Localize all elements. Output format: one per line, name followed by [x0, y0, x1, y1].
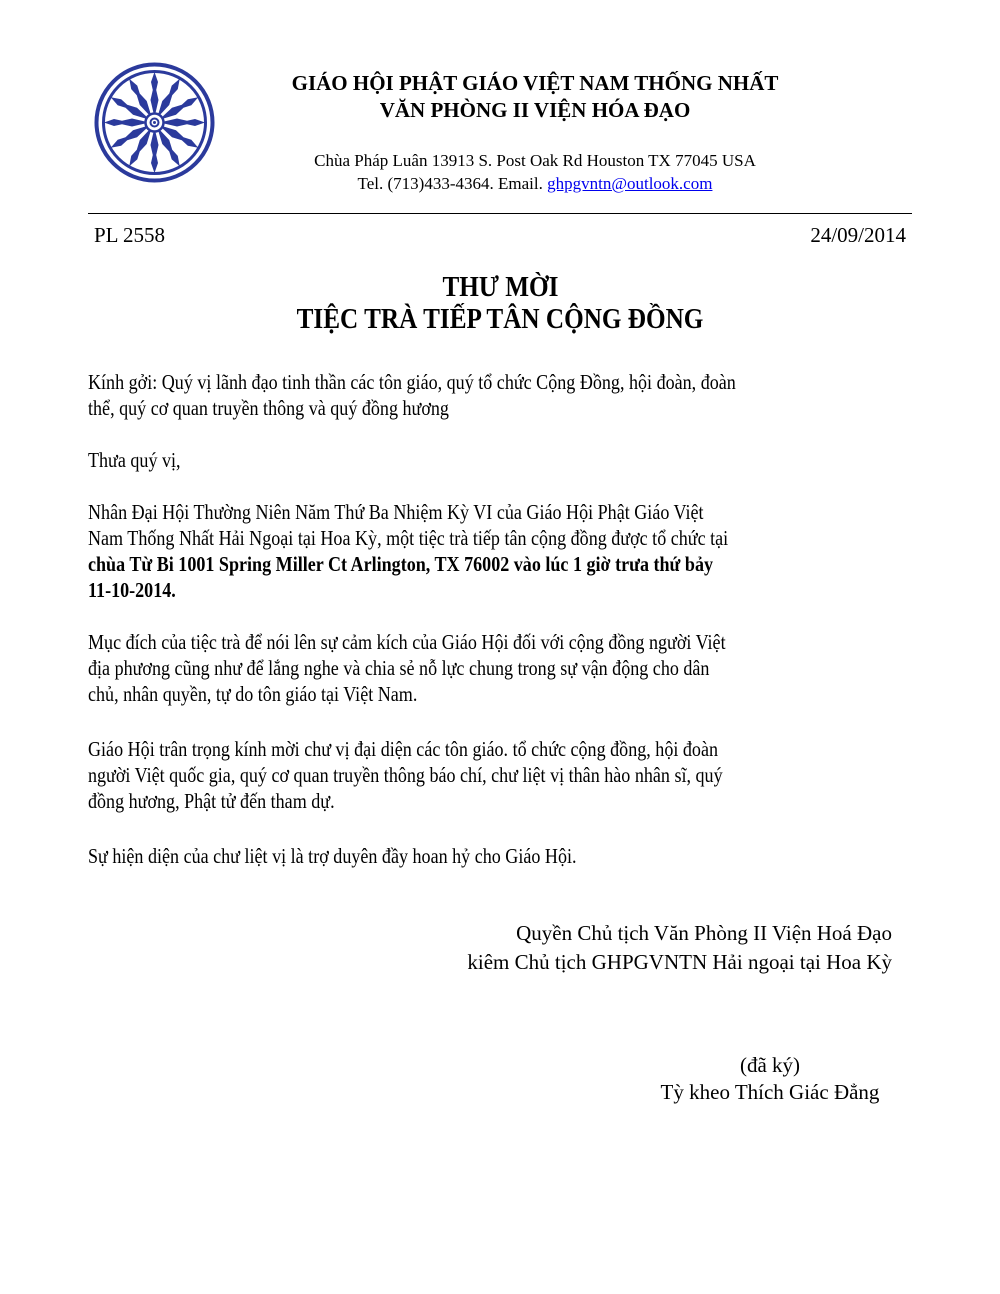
- greeting: Thưa quý vị,: [88, 448, 181, 472]
- event-date: 11-10-2014.: [88, 578, 176, 602]
- paragraph-event: Nhân Đại Hội Thường Niên Năm Thứ Ba Nhiệm Kỳ VI của Giáo Hội Phật Giáo Việt Nam Thống Nhất Hải Ngoại tại Hoa Kỳ, một tiệc trà tiếp tân cộng đồng được tổ chức tại chùa Từ Bi 1001 Spring Miller Ct Arlington, TX 76002 vào lúc 1 giờ trưa thứ bảy 11-10-2014.: [88, 499, 928, 603]
- email-link[interactable]: ghpgvntn@outlook.com: [547, 174, 713, 193]
- signer-title-2: kiêm Chủ tịch GHPGVNTN Hải ngoại tại Hoa Kỳ: [467, 950, 892, 974]
- title-line-2: TIỆC TRÀ TIẾP TÂN CỘNG ĐỒNG: [296, 304, 704, 335]
- header-divider: [88, 213, 912, 214]
- signed-note: (đã ký): [739, 1053, 801, 1077]
- salutation: Kính gởi: Quý vị lãnh đạo tinh thần các tôn giáo, quý tổ chức Cộng Đồng, hội đoàn, đoàn thể, quý cơ quan truyền thông và quý đồng hương: [88, 370, 736, 420]
- paragraph-purpose: Mục đích của tiệc trà để nói lên sự cảm kích của Giáo Hội đối với cộng đồng người Việt địa phương cũng như để lắng nghe và chia sẻ nỗ lực chung trong sự vận động cho dân chủ, nhân quyền, tự do tôn giáo tại Việt Nam.: [88, 630, 726, 706]
- contact-prefix: Tel. (713)433-4364. Email.: [357, 174, 548, 193]
- dharma-wheel-icon: [92, 60, 217, 185]
- event-location-time: chùa Từ Bi 1001 Spring Miller Ct Arlington, TX 76002 vào lúc 1 giờ trưa thứ bảy: [88, 552, 714, 576]
- contact-line: [230, 172, 840, 195]
- letter-date: 24/09/2014: [810, 223, 906, 247]
- org-name: GIÁO HỘI PHẬT GIÁO VIỆT NAM THỐNG NHẤT: [291, 71, 779, 95]
- reference-number: PL 2558: [94, 223, 165, 247]
- office-name: VĂN PHÒNG II VIỆN HÓA ĐẠO: [379, 98, 691, 122]
- signer-title-1: Quyền Chủ tịch Văn Phòng II Viện Hoá Đạo: [516, 921, 892, 945]
- paragraph-closing: Sự hiện diện của chư liệt vị là trợ duyên đầy hoan hỷ cho Giáo Hội.: [88, 844, 577, 868]
- address: Chùa Pháp Luân 13913 S. Post Oak Rd Houston TX 77045 USA: [314, 151, 756, 170]
- signer-name: Tỳ kheo Thích Giác Đẳng: [660, 1080, 880, 1104]
- dharma-wheel-logo-icon: [92, 60, 217, 185]
- paragraph-invitation: Giáo Hội trân trọng kính mời chư vị đại diện các tôn giáo. tổ chức cộng đồng, hội đoàn người Việt quốc gia, quý cơ quan truyền thông báo chí, chư liệt vị thân hào nhân sĩ, quý đồng hương, Phật tử đến tham dự.: [88, 737, 723, 813]
- title-line-1: THƯ MỜI: [442, 272, 558, 303]
